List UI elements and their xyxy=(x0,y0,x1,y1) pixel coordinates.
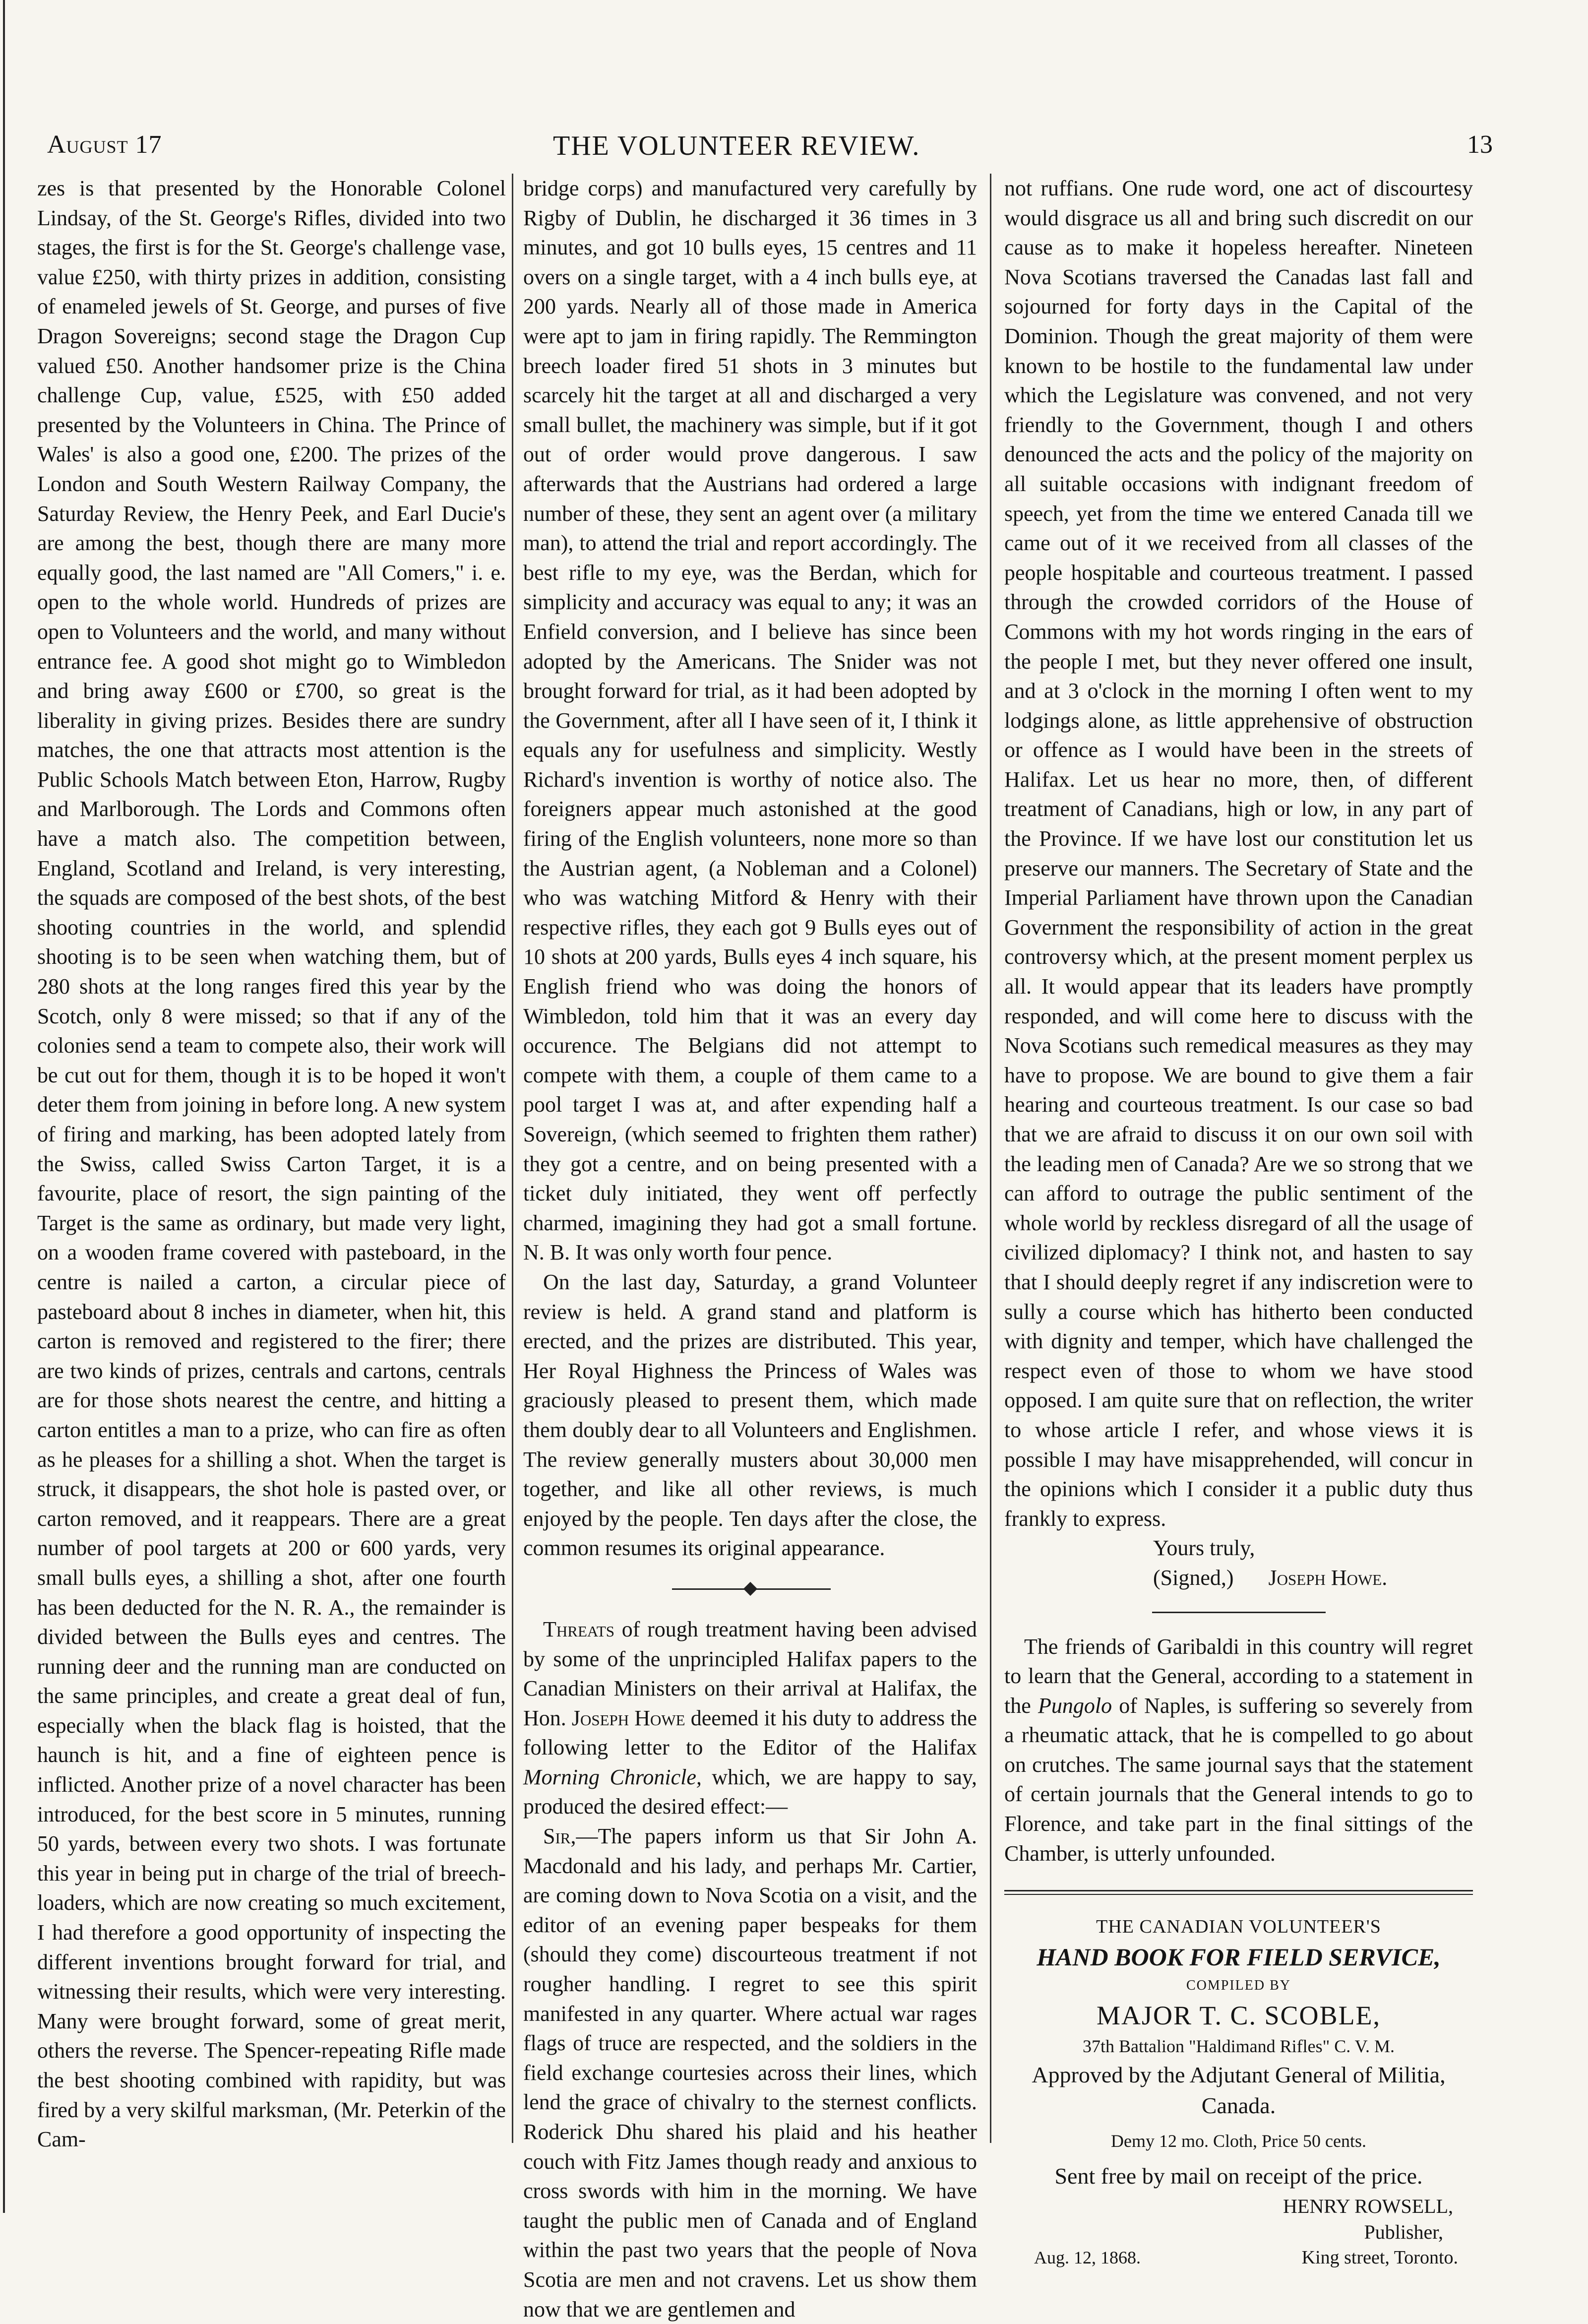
page-edge-rule xyxy=(3,0,5,2213)
book-advertisement xyxy=(1004,1913,1473,2268)
col2-p3-paper: Morning Chronicle, xyxy=(523,1764,702,1789)
advert-compiled-by: COMPILED BY xyxy=(1186,1978,1291,1994)
column-2 xyxy=(523,174,977,2324)
page-header xyxy=(47,130,1493,170)
advert-book-title: HAND BOOK FOR FIELD SERVICE, xyxy=(1037,1943,1441,1971)
advert-sent-free: Sent free by mail on receipt of the price. xyxy=(1054,2163,1423,2189)
advert-battalion: 37th Battalion "Haldimand Rifles" C. V. M. xyxy=(1082,2036,1395,2057)
advert-publisher-name: HENRY ROWSELL, xyxy=(1283,2195,1453,2218)
advert-approved: Approved by the Adjutant General of Militia, Canada. xyxy=(1032,2062,1446,2119)
section-rule xyxy=(1152,1612,1326,1613)
column-divider-2 xyxy=(990,174,991,2143)
col2-paragraph-1: bridge corps) and manufactured very carefully by Rigby of Dublin, he discharged it 36 times in 3 minutes, and got 10 bulls eyes, 15 centres and 11 overs on a single target, with a 4 inch bulls eye, at 200 yards. Nearly all of those made in America were apt to jam in firing rapidly. The Remmington breech loader fired 51 shots in 3 minutes but scarcely hit the target at all and discharged a very small bullet, the machinery was simple, but if it got out of order would prove dangerous. I saw afterwards that the Austrians had ordered a large number of these, they sent an agent over (a military man), to attend the trial and report accordingly. The best rifle to my eye, was the Berdan, which for simplicity and accuracy was equal to any; it was an Enfield conversion, and I believe has since been adopted by the Americans. The Snider was not brought forward for trial, as it had been adopted by the Government, after all I have seen of it, I think it equals any for usefulness and simplicity. Westly Richard's invention is worthy of notice also. The foreigners appear much astonished at the good firing of the English volunteers, none more so than the Austrian agent, (a Nobleman and a Colonel) who was watching Mitford & Henry with their respective rifles, they each got 9 Bulls eyes out of 10 shots at 200 yards, Bulls eyes 4 inch square, his English friend who was doing the honors of Wimbledon, told him that it was an every day occurence. The Belgians did not attempt to compete with them, a couple of them came to a pool target I was at, and after expending half a Sovereign, (which seemed to frighten them rather) they got a centre, and on being presented with a ticket duly initiated, they went off perfectly charmed, imagining they had got a small fortune. N. B. It was only worth four pence. xyxy=(523,176,977,1265)
col3-paragraph-1: not ruffians. One rude word, one act of discourtesy would disgrace us all and bring such discredit on our cause as to make it hopeless hereafter. Nineteen Nova Scotians traversed the Canadas last fall and sojourned for forty days in the Capital of the Dominion. Though the great majority of them were known to be hostile to the fundamental law under which the Legislature was convened, and not very friendly to the Government, though I and others denounced the acts and the policy of the majority on all suitable occasions with indignant freedom of speech, yet from the time we entered Canada till we came out of it we received from all classes of the people hospitable and courteous treatment. I passed through the crowded corridors of the House of Commons with my hot words ringing in the ears of the people I met, but they never offered one insult, and at 3 o'clock in the morning I often went to my lodgings alone, as little apprehensive of obstruction or offence as I would have been in the streets of Halifax. Let us hear no more, then, of different treatment of Canadians, high or low, in any part of the Province. If we have lost our constitution let us preserve our manners. The Secretary of State and the Imperial Parliament have thrown upon the Canadian Government the responsibility of action in the great controversy which, at the present moment perplex us all. It would appear that its leaders have promptly responded, and will come here to discuss with the Nova Scotians such remedical measures as they may have to propose. We are bound to give them a fair hearing and courteous treatment. Is our case so bad that we are afraid to discuss it on our own soil with the leading men of Canada? Are we so strong that we can afford to outrage the public sentiment of the whole world by reckless disregard of all the usage of civilized diplomacy? I think not, and hasten to say that I should deeply regret if any indiscretion were to sully a course which has hitherto been conducted with dignity and temper, which have challenged the respect even of those to whom we have stood opposed. I am quite sure that on reflection, the writer to whose article I refer, and whose views it is possible I may have misapprehended, will concur in the opinions which I consider it a public duty thus frankly to express. xyxy=(1004,176,1473,1531)
column-3 xyxy=(1004,174,1473,2268)
section-ornament xyxy=(523,1583,977,1595)
advert-publisher-role: Publisher, xyxy=(1364,2221,1443,2244)
header-title: THE VOLUNTEER REVIEW. xyxy=(553,130,920,161)
column-divider-1 xyxy=(512,174,513,2143)
header-date: August 17 xyxy=(47,130,162,159)
column-1 xyxy=(37,174,506,2154)
col3-p2-paper: Pungolo xyxy=(1038,1693,1112,1718)
advert-price: Demy 12 mo. Cloth, Price 50 cents. xyxy=(1111,2131,1366,2151)
col2-p4-lead: Sir, xyxy=(543,1824,576,1849)
col2-paragraph-2: On the last day, Saturday, a grand Volunteer review is held. A grand stand and platform is erected, and the prizes are distributed. This year, Her Royal Highness the Princess of Wales was graciously pleased to present them, which made them doubly dear to all Volunteers and Englishmen. The review generally musters about 30,000 men together, and like all other reviews, is much enjoyed by the people. Ten days after the close, the common resumes its original appearance. xyxy=(523,1269,977,1561)
col2-p3-name: Joseph Howe xyxy=(571,1705,685,1730)
col2-paragraph-3: Threats of rough treatment having been advised by some of the unprincipled Halifax papers to the Canadian Ministers on their arrival at Halifax, the Hon. Joseph Howe deemed it his duty to address the following letter to the Editor of the Halifax Morning Chronicle, which, we are happy to say, produced the desired effect:— xyxy=(523,1617,977,1819)
col2-p3-lead: Threats xyxy=(543,1617,615,1641)
letter-signature: (Signed,) Joseph Howe. xyxy=(1153,1565,1388,1590)
advert-author: MAJOR T. C. SCOBLE, xyxy=(1096,2001,1381,2031)
col3-paragraph-2: The friends of Garibaldi in this country will regret to learn that the General, according to a statement in the Pungolo of Naples, is suffering so severely from a rheumatic attack, that he is compelled to go about on crutches. The same journal says that the statement of certain journals that the General intends to go to Florence, and take part in the final sittings of the Chamber, is utterly unfounded. xyxy=(1004,1634,1473,1866)
header-page-number: 13 xyxy=(1467,130,1493,159)
advert-rule xyxy=(1004,1890,1473,1895)
col1-paragraph: zes is that presented by the Honorable Colonel Lindsay, of the St. George's Rifles, divided into two stages, the first is for the St. George's challenge vase, value £250, with thirty prizes in addition, consisting of enameled jewels of St. George, and purses of five Dragon Sovereigns; second stage the Dragon Cup valued £50. Another handsomer prize is the China challenge Cup, value, £525, with £50 added presented by the Volunteers in China. The Prince of Wales' is also a good one, £200. The prizes of the London and South Western Railway Company, the Saturday Review, the Henry Peek, and Earl Ducie's are among the best, though there are many more equally good, the last named are "All Comers," i. e. open to the whole world. Hundreds of prizes are open to Volunteers and the world, and many without entrance fee. A good shot might go to Wimbledon and bring away £600 or £700, so great is the liberality in giving prizes. Besides there are sundry matches, the one that attracts most attention is the Public Schools Match between Eton, Harrow, Rugby and Marlborough. The Lords and Commons often have a match also. The competition between, England, Scotland and Ireland, is very interesting, the squads are composed of the best shots, of the best shooting countries in the world, and splendid shooting is to be seen when watching them, but of 280 shots at the long ranges fired this year by the Scotch, only 8 were missed; so that if any of the colonies send a team to compete also, their work will be cut out for them, though it is to be hoped it won't deter them from joining in before long. A new system of firing and marking, has been adopted lately from the Swiss, called Swiss Carton Target, it is a favourite, place of resort, the sign painting of the Target is the same as ordinary, but made very light, on a wooden frame covered with pasteboard, in the centre is nailed a carton, a circular piece of pasteboard about 8 inches in diameter, when hit, this carton is removed and registered to the firer; there are two kinds of prizes, centrals and cartons, centrals are for those shots nearest the centre, and hitting a carton entitles a man to a prize, who can fire as often as he pleases for a shilling a shot. When the target is struck, it disappears, the shot hole is pasted over, or carton removed, and it reappears. There are a great number of pool targets at 200 or 600 yards, very small bulls eyes, a shilling a shot, after one fourth has been deducted for the N. R. A., the remainder is divided between the Bulls eyes and centres. The running deer and the running man are conducted on the same principles, and create a great deal of fun, especially when the black flag is hoisted, that the haunch is hit, and a fine of eighteen pence is inflicted. Another prize of a novel character has been introduced, for the best score in 5 minutes, running 50 yards, between every two shots. I was fortunate this year in being put in charge of the trial of breech-loaders, which are now creating so much excitement, I had therefore a good opportunity of inspecting the different inventions brought forward for trial, and witnessing their results, which were very interesting. Many were brought forward, some of great merit, others the reverse. The Spencer-repeating Rifle made the best shooting combined with rapidity, but was fired by a very skilful marksman, (Mr. Peterkin of the Cam- xyxy=(37,176,506,2152)
advert-address: King street, Toronto. xyxy=(1301,2247,1458,2268)
advert-publisher-block xyxy=(1004,2192,1473,2268)
col2-paragraph-4: Sir,—The papers inform us that Sir John A. Macdonald and his lady, and perhaps Mr. Cartier, are coming down to Nova Scotia on a visit, and the editor of an evening paper bespeaks for them (should they come) discourteous treatment if not rougher handling. I regret to see this spirit manifested in any quarter. Where actual war rages flags of truce are respected, and the soldiers in the field exchange courtesies across their lines, which lend the grace of chivalry to the sternest conflicts. Roderick Dhu shared his plaid and his heather couch with Fitz James though ready and anxious to cross swords with him in the morning. We have taught the public men of Canada and of England within the past two years that the people of Nova Scotia are men and not cravens. Let us show them now that we are gentlemen and xyxy=(523,1824,977,2322)
advert-date: Aug. 12, 1868. xyxy=(1034,2248,1141,2268)
letter-signer: Joseph Howe. xyxy=(1268,1565,1388,1590)
letter-sign-off: Yours truly, xyxy=(1153,1536,1255,1561)
advert-title: THE CANADIAN VOLUNTEER'S xyxy=(1096,1916,1381,1938)
